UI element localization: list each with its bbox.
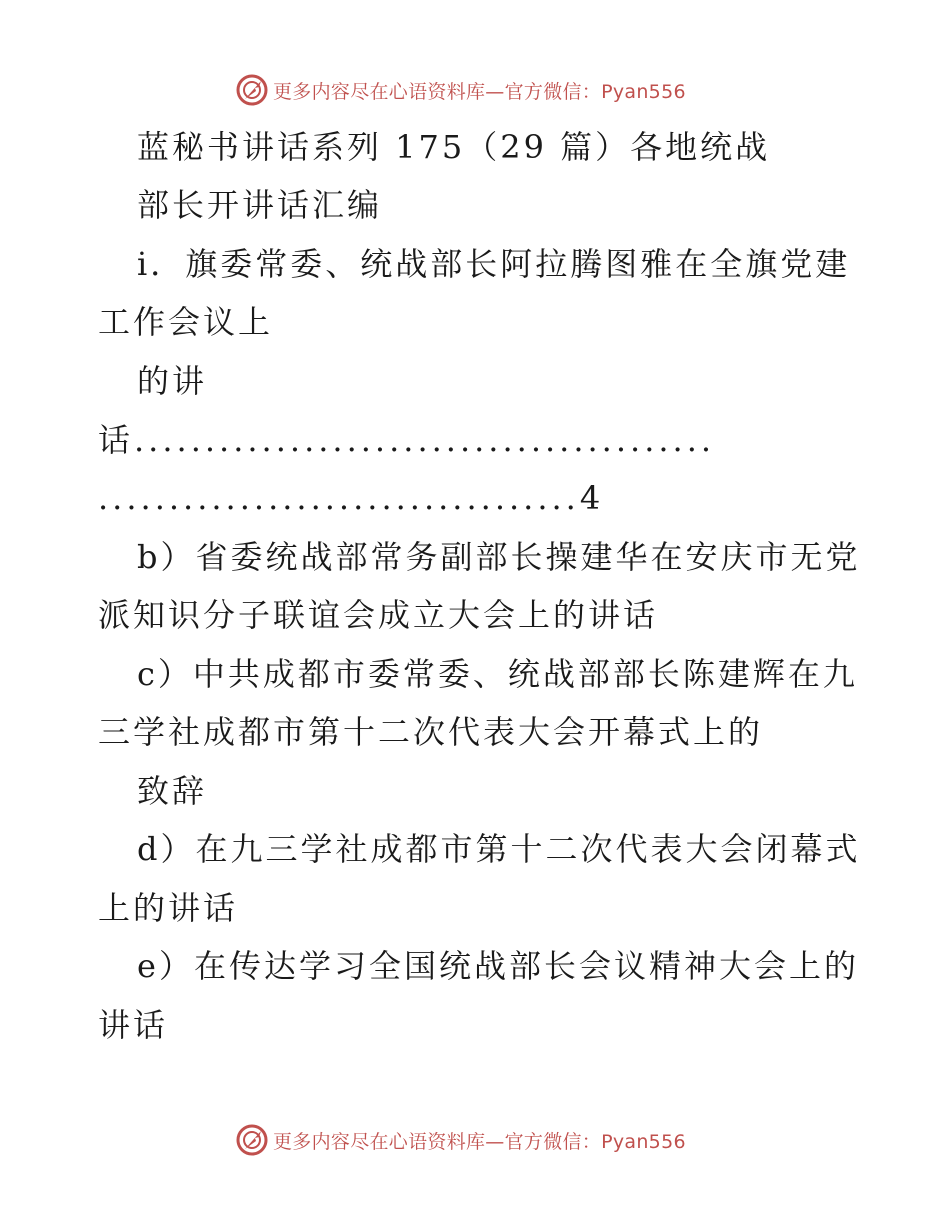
- banner-text: 更多内容尽在心语资料库—官方微信：Pyan556: [273, 1130, 686, 1153]
- toc-item-c-line3: 致辞: [137, 772, 208, 810]
- toc-item-c-line2: 三学社成都市第十二次代表大会开幕式上的: [98, 713, 764, 751]
- toc-item-c-line1: c）中共成都市委常委、统战部部长陈建辉在九: [137, 655, 858, 693]
- toc-item-i-leader-line2: ..................................4: [98, 479, 605, 517]
- footer-banner: [235, 1122, 686, 1158]
- toc-item-i-line3: 的讲: [137, 362, 208, 400]
- feather-logo-icon: [235, 73, 269, 107]
- banner-text: 更多内容尽在心语资料库—官方微信：Pyan556: [273, 80, 686, 103]
- toc-item-i-line2: 工作会议上: [98, 303, 274, 341]
- toc-item-e-line1: e）在传达学习全国统战部长会议精神大会上的: [137, 947, 859, 985]
- doc-title-line2: 部长开讲话汇编: [137, 186, 383, 224]
- toc-item-d-line1: d）在九三学社成都市第十二次代表大会闭幕式: [137, 830, 861, 868]
- toc-item-b-line1: b）省委统战部常务副部长操建华在安庆市无党: [137, 538, 861, 576]
- doc-title-line1: 蓝秘书讲话系列 175（29 篇）各地统战: [137, 128, 771, 166]
- header-banner: [235, 72, 686, 108]
- toc-item-i-leader-line1: 话.........................................: [98, 421, 716, 459]
- toc-item-i-line1: i．旗委常委、统战部长阿拉腾图雅在全旗党建: [137, 245, 851, 283]
- toc-item-b-line2: 派知识分子联谊会成立大会上的讲话: [98, 596, 659, 634]
- toc-item-e-line2: 讲话: [98, 1006, 169, 1044]
- feather-logo-icon: [235, 1123, 269, 1157]
- toc-item-d-line2: 上的讲话: [98, 889, 239, 927]
